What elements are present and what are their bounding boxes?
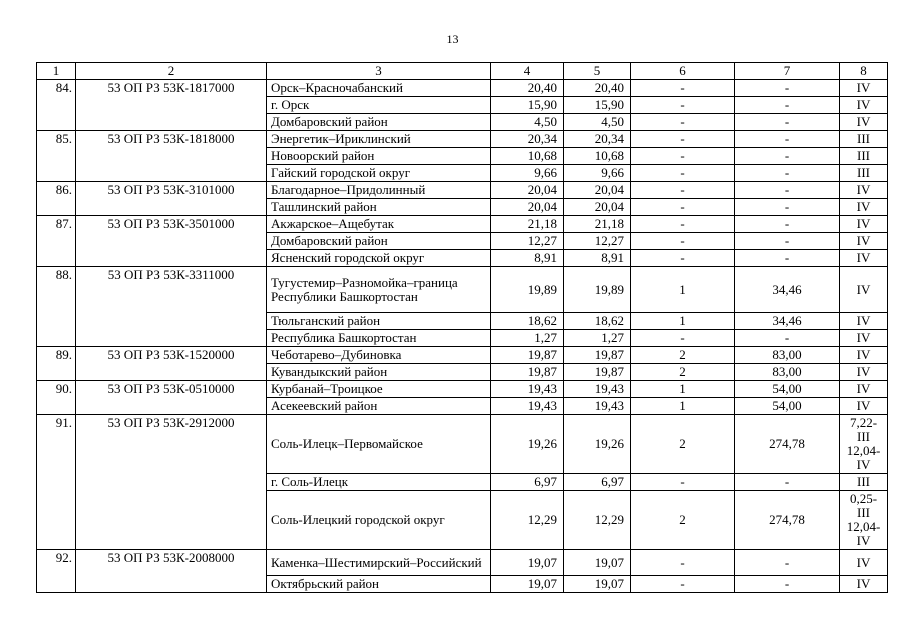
- length-paved: 18,62: [564, 313, 631, 330]
- page-number: 13: [446, 32, 459, 46]
- road-category: IV: [840, 364, 888, 381]
- table-row: [37, 415, 888, 474]
- column-header: 6: [631, 63, 735, 80]
- bridge-count: -: [631, 148, 735, 165]
- length-total: 10,68: [491, 148, 564, 165]
- length-total: 15,90: [491, 97, 564, 114]
- road-name: Благодарное–Придолинный: [267, 182, 491, 199]
- length-total: 19,07: [491, 550, 564, 576]
- road-category: IV: [840, 313, 888, 330]
- length-total: 19,43: [491, 381, 564, 398]
- bridge-count: -: [631, 165, 735, 182]
- road-category: IV: [840, 182, 888, 199]
- length-paved: 20,04: [564, 199, 631, 216]
- bridge-count: -: [631, 233, 735, 250]
- bridge-length: -: [735, 216, 840, 233]
- column-header: 4: [491, 63, 564, 80]
- length-total: 20,40: [491, 80, 564, 97]
- length-paved: 20,40: [564, 80, 631, 97]
- length-paved: 9,66: [564, 165, 631, 182]
- bridge-count: 1: [631, 398, 735, 415]
- length-paved: 19,07: [564, 576, 631, 593]
- road-name: Ташлинский район: [267, 199, 491, 216]
- length-paved: 19,43: [564, 381, 631, 398]
- bridge-count: -: [631, 199, 735, 216]
- length-total: 12,27: [491, 233, 564, 250]
- road-code: 53 ОП РЗ 53К-0510000: [76, 381, 267, 415]
- road-number: 91.: [37, 415, 76, 550]
- road-number: 90.: [37, 381, 76, 415]
- length-total: 12,29: [491, 491, 564, 550]
- column-header: 5: [564, 63, 631, 80]
- bridge-length: -: [735, 165, 840, 182]
- road-code: 53 ОП РЗ 53К-3311000: [76, 267, 267, 347]
- column-header: 8: [840, 63, 888, 80]
- length-total: 19,43: [491, 398, 564, 415]
- length-total: 19,89: [491, 267, 564, 313]
- length-paved: 20,34: [564, 131, 631, 148]
- bridge-length: -: [735, 80, 840, 97]
- column-header: 7: [735, 63, 840, 80]
- bridge-count: 1: [631, 313, 735, 330]
- road-category: IV: [840, 330, 888, 347]
- road-name: Октябрьский район: [267, 576, 491, 593]
- bridge-length: 83,00: [735, 347, 840, 364]
- road-name: Гайский городской округ: [267, 165, 491, 182]
- road-category: IV: [840, 347, 888, 364]
- bridge-count: -: [631, 330, 735, 347]
- road-category: IV: [840, 250, 888, 267]
- bridge-length: 274,78: [735, 415, 840, 474]
- bridge-length: -: [735, 330, 840, 347]
- length-total: 21,18: [491, 216, 564, 233]
- length-paved: 12,29: [564, 491, 631, 550]
- road-name: Кувандыкский район: [267, 364, 491, 381]
- bridge-count: 2: [631, 364, 735, 381]
- bridge-length: -: [735, 550, 840, 576]
- road-category: IV: [840, 381, 888, 398]
- length-paved: 20,04: [564, 182, 631, 199]
- road-category: IV: [840, 216, 888, 233]
- length-paved: 12,27: [564, 233, 631, 250]
- road-name: г. Орск: [267, 97, 491, 114]
- bridge-length: -: [735, 148, 840, 165]
- road-number: 84.: [37, 80, 76, 131]
- bridge-count: -: [631, 250, 735, 267]
- bridge-length: 34,46: [735, 267, 840, 313]
- bridge-length: 34,46: [735, 313, 840, 330]
- bridge-count: -: [631, 216, 735, 233]
- bridge-length: -: [735, 474, 840, 491]
- road-category: III: [840, 131, 888, 148]
- length-total: 19,07: [491, 576, 564, 593]
- road-name: Новоорский район: [267, 148, 491, 165]
- table-row: [37, 267, 888, 313]
- length-paved: 15,90: [564, 97, 631, 114]
- length-total: 20,04: [491, 199, 564, 216]
- length-total: 1,27: [491, 330, 564, 347]
- bridge-length: -: [735, 250, 840, 267]
- road-code: 53 ОП РЗ 53К-2008000: [76, 550, 267, 593]
- table-row: [37, 381, 888, 398]
- length-total: 9,66: [491, 165, 564, 182]
- header-row: [37, 63, 888, 80]
- column-header: 2: [76, 63, 267, 80]
- column-header: 3: [267, 63, 491, 80]
- road-name: Тюльганский район: [267, 313, 491, 330]
- length-total: 19,26: [491, 415, 564, 474]
- road-code: 53 ОП РЗ 53К-1520000: [76, 347, 267, 381]
- bridge-count: 2: [631, 491, 735, 550]
- bridge-length: -: [735, 182, 840, 199]
- length-paved: 19,07: [564, 550, 631, 576]
- road-name: Акжарское–Ащебутак: [267, 216, 491, 233]
- roads-table: [36, 62, 888, 593]
- bridge-count: 2: [631, 347, 735, 364]
- length-paved: 19,89: [564, 267, 631, 313]
- length-paved: 1,27: [564, 330, 631, 347]
- road-name: Чеботарево–Дубиновка: [267, 347, 491, 364]
- length-paved: 8,91: [564, 250, 631, 267]
- road-category: IV: [840, 398, 888, 415]
- road-name: Тугустемир–Разномойка–граница Республики Башкортостан: [267, 267, 491, 313]
- road-name: Ясненский городской округ: [267, 250, 491, 267]
- road-category: IV: [840, 80, 888, 97]
- bridge-count: -: [631, 182, 735, 199]
- column-header: 1: [37, 63, 76, 80]
- road-category: III: [840, 165, 888, 182]
- length-paved: 21,18: [564, 216, 631, 233]
- bridge-count: -: [631, 114, 735, 131]
- road-category: IV: [840, 267, 888, 313]
- road-name: Республика Башкортостан: [267, 330, 491, 347]
- road-number: 89.: [37, 347, 76, 381]
- road-number: 88.: [37, 267, 76, 347]
- road-name: Курбанай–Троицкое: [267, 381, 491, 398]
- table-row: [37, 131, 888, 148]
- bridge-length: 83,00: [735, 364, 840, 381]
- length-total: 18,62: [491, 313, 564, 330]
- table-row: [37, 216, 888, 233]
- road-category: IV: [840, 233, 888, 250]
- length-paved: 19,26: [564, 415, 631, 474]
- road-category: IV: [840, 199, 888, 216]
- bridge-length: -: [735, 199, 840, 216]
- length-total: 4,50: [491, 114, 564, 131]
- road-category: III: [840, 148, 888, 165]
- road-category: IV: [840, 576, 888, 593]
- bridge-count: -: [631, 131, 735, 148]
- length-paved: 6,97: [564, 474, 631, 491]
- bridge-length: 274,78: [735, 491, 840, 550]
- table-row: [37, 80, 888, 97]
- road-name: Домбаровский район: [267, 233, 491, 250]
- road-name: Асекеевский район: [267, 398, 491, 415]
- road-name: Соль-Илецк–Первомайское: [267, 415, 491, 474]
- bridge-count: 1: [631, 267, 735, 313]
- road-name: Энергетик–Ириклинский: [267, 131, 491, 148]
- length-paved: 19,87: [564, 364, 631, 381]
- table-row: [37, 347, 888, 364]
- length-paved: 4,50: [564, 114, 631, 131]
- length-total: 6,97: [491, 474, 564, 491]
- road-code: 53 ОП РЗ 53К-3101000: [76, 182, 267, 216]
- road-number: 86.: [37, 182, 76, 216]
- bridge-length: -: [735, 576, 840, 593]
- road-category: IV: [840, 550, 888, 576]
- road-number: 92.: [37, 550, 76, 593]
- length-total: 19,87: [491, 364, 564, 381]
- road-category: 0,25-III 12,04-IV: [840, 491, 888, 550]
- length-total: 8,91: [491, 250, 564, 267]
- length-total: 19,87: [491, 347, 564, 364]
- road-name: Каменка–Шестимирский–Российский: [267, 550, 491, 576]
- bridge-length: -: [735, 131, 840, 148]
- bridge-count: -: [631, 474, 735, 491]
- length-total: 20,04: [491, 182, 564, 199]
- bridge-length: 54,00: [735, 381, 840, 398]
- length-paved: 10,68: [564, 148, 631, 165]
- road-code: 53 ОП РЗ 53К-2912000: [76, 415, 267, 550]
- bridge-count: -: [631, 97, 735, 114]
- table-row: [37, 550, 888, 576]
- bridge-length: -: [735, 97, 840, 114]
- road-name: Соль-Илецкий городской округ: [267, 491, 491, 550]
- length-paved: 19,87: [564, 347, 631, 364]
- table-row: [37, 182, 888, 199]
- road-category: IV: [840, 97, 888, 114]
- bridge-count: 2: [631, 415, 735, 474]
- bridge-count: 1: [631, 381, 735, 398]
- road-number: 87.: [37, 216, 76, 267]
- road-name: Орск–Красночабанский: [267, 80, 491, 97]
- road-name: г. Соль-Илецк: [267, 474, 491, 491]
- road-category: IV: [840, 114, 888, 131]
- length-total: 20,34: [491, 131, 564, 148]
- road-category: 7,22-III 12,04-IV: [840, 415, 888, 474]
- bridge-count: -: [631, 80, 735, 97]
- bridge-length: 54,00: [735, 398, 840, 415]
- bridge-count: -: [631, 550, 735, 576]
- road-code: 53 ОП РЗ 53К-3501000: [76, 216, 267, 267]
- road-code: 53 ОП РЗ 53К-1817000: [76, 80, 267, 131]
- road-category: III: [840, 474, 888, 491]
- bridge-count: -: [631, 576, 735, 593]
- road-code: 53 ОП РЗ 53К-1818000: [76, 131, 267, 182]
- bridge-length: -: [735, 114, 840, 131]
- road-name: Домбаровский район: [267, 114, 491, 131]
- length-paved: 19,43: [564, 398, 631, 415]
- road-number: 85.: [37, 131, 76, 182]
- bridge-length: -: [735, 233, 840, 250]
